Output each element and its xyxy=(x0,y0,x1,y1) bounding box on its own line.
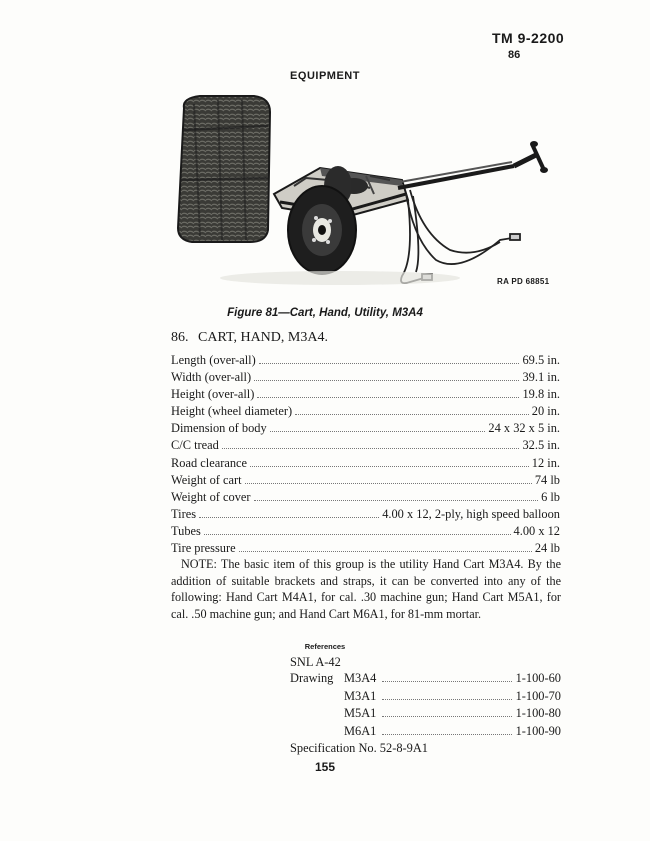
dot-leader xyxy=(254,380,519,381)
drawing-row xyxy=(290,705,561,723)
spec-value: 19.8 in. xyxy=(522,387,560,402)
drawing-row xyxy=(290,723,561,741)
drawing-model: M3A1 xyxy=(344,688,377,703)
dot-leader xyxy=(382,681,511,682)
drawing-list xyxy=(290,670,561,740)
drawing-number: 1-100-90 xyxy=(515,723,561,738)
drawing-row xyxy=(290,670,561,688)
drawing-model: M6A1 xyxy=(344,723,377,738)
dot-leader xyxy=(250,466,529,467)
drawing-number: 1-100-60 xyxy=(515,671,561,685)
references-title: References xyxy=(304,642,346,651)
spec-label: Tires xyxy=(171,506,197,521)
spec-row xyxy=(171,437,560,454)
section-heading xyxy=(171,330,328,346)
heading-number: 86. xyxy=(171,330,189,345)
spec-value: 6 lb xyxy=(541,489,560,504)
spec-value: 4.00 x 12 xyxy=(513,523,560,538)
dot-leader xyxy=(199,517,379,518)
spec-label: Road clearance xyxy=(171,455,248,470)
tm-number: TM 9-2200 xyxy=(492,30,565,46)
spec-value: 69.5 in. xyxy=(522,353,560,367)
spec-value: 20 in. xyxy=(531,404,560,419)
dot-leader xyxy=(270,431,486,432)
spec-value: 12 in. xyxy=(531,455,560,470)
spec-label: Width (over-all) xyxy=(171,370,252,385)
spec-value: 24 x 32 x 5 in. xyxy=(488,421,560,436)
page-number: 155 xyxy=(314,760,336,774)
spec-list xyxy=(171,352,560,557)
dot-leader xyxy=(204,534,511,535)
dot-leader xyxy=(382,716,511,717)
spec-row xyxy=(171,506,560,523)
dot-leader xyxy=(382,699,511,700)
note-paragraph xyxy=(171,556,561,622)
spec-label: Tire pressure xyxy=(171,541,236,556)
drawing-model: M5A1 xyxy=(344,706,377,720)
dot-leader xyxy=(382,734,511,735)
paragraph-number: 86 xyxy=(508,49,521,61)
dot-leader xyxy=(222,448,520,449)
spec-label: Height (wheel diameter) xyxy=(171,404,293,419)
spec-row xyxy=(171,386,560,403)
spec-value: 24 lb xyxy=(534,541,560,556)
note-text: The basic item of this group is the utility Hand Cart M3A4. By the addition of suitable brackets and straps, it can be converted into any of the following: Hand Cart M4A1, for cal. .30 machine gun; Hand Cart M5A1, for cal. .50 machine gun; and Hand Cart M6A1, for 81-mm mortar. xyxy=(171,557,561,621)
spec-label: Dimension of body xyxy=(171,421,267,436)
drawing-number: 1-100-70 xyxy=(515,688,561,703)
spec-label: Length (over-all) xyxy=(171,353,256,367)
note-label: NOTE: xyxy=(181,557,217,571)
heading-title: CART, HAND, M3A4. xyxy=(198,330,328,345)
dot-leader xyxy=(245,483,532,484)
drawing-model: M3A4 xyxy=(344,671,377,685)
tow-handle xyxy=(398,141,548,188)
spec-label: Weight of cover xyxy=(171,489,251,504)
straps xyxy=(401,190,520,283)
spec-row xyxy=(171,523,560,540)
folded-cover xyxy=(178,96,270,242)
section-title: EQUIPMENT xyxy=(290,70,360,82)
spec-row xyxy=(171,540,560,557)
dot-leader xyxy=(239,551,532,552)
spec-row xyxy=(171,455,560,472)
drawing-label: Drawing xyxy=(290,671,334,685)
spec-row xyxy=(171,420,560,437)
spec-label: Height (over-all) xyxy=(171,387,255,402)
spec-label: Tubes xyxy=(171,523,201,538)
dot-leader xyxy=(295,414,529,415)
cart-photo xyxy=(170,90,560,298)
spec-value: 74 lb xyxy=(534,472,560,487)
snl-reference: SNL A-42 xyxy=(290,655,341,669)
figure-caption: Figure 81—Cart, Hand, Utility, M3A4 xyxy=(227,307,423,319)
dot-leader xyxy=(254,500,539,501)
spec-label: C/C tread xyxy=(171,438,219,453)
photo-reference: RA PD 68851 xyxy=(497,277,550,286)
spec-row xyxy=(171,403,560,420)
spec-value: 4.00 x 12, 2-ply, high speed balloon xyxy=(382,506,560,521)
specification-number: Specification No. 52-8-9A1 xyxy=(290,741,428,755)
spec-label: Weight of cart xyxy=(171,472,242,487)
drawing-number: 1-100-80 xyxy=(515,706,561,720)
spec-row xyxy=(171,369,560,386)
spec-row xyxy=(171,489,560,506)
drawing-row xyxy=(290,688,561,706)
spec-value: 39.1 in. xyxy=(522,370,560,385)
dot-leader xyxy=(259,363,520,364)
spec-row xyxy=(171,352,560,369)
dot-leader xyxy=(257,397,519,398)
spec-row xyxy=(171,472,560,489)
near-wheel xyxy=(288,186,356,274)
spec-value: 32.5 in. xyxy=(522,438,560,453)
